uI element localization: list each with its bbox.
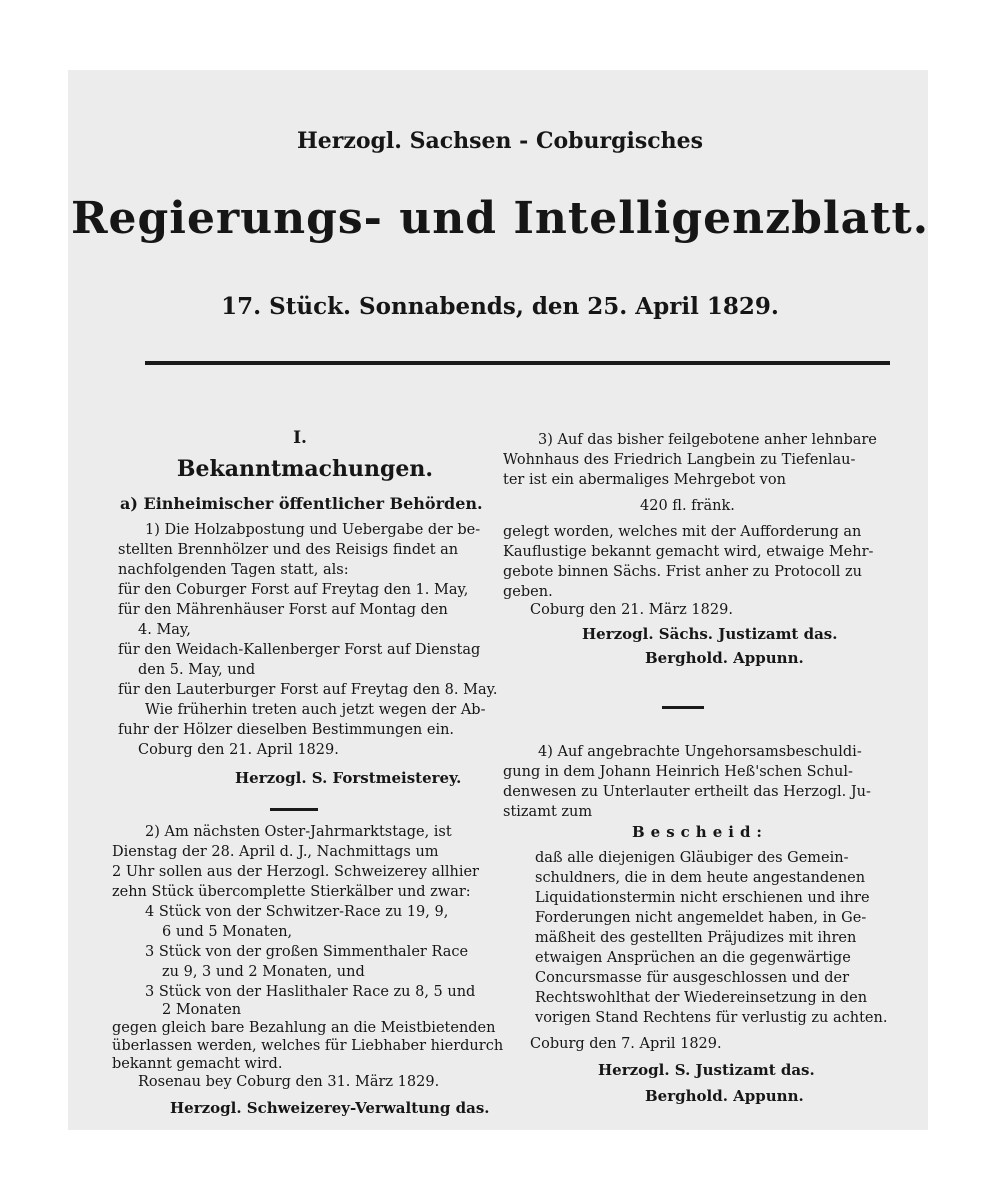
notice-4-line: Concursmasse für ausgeschlossen und der: [535, 970, 850, 986]
notice-4-line: denwesen zu Unterlauter ertheilt das Herzogl. Ju-: [503, 784, 871, 800]
notice-2-line: Dienstag der 28. April d. J., Nachmittags um: [112, 844, 439, 860]
notice-1-line: für den Lauterburger Forst auf Freytag den 8. May.: [118, 682, 498, 698]
separator-ornament: [662, 706, 704, 709]
notice-4-line: vorigen Stand Rechtens für verlustig zu achten.: [535, 1010, 888, 1026]
notice-3-line: gelegt worden, welches mit der Aufforderung an: [503, 524, 862, 540]
issue-line: 17. Stück. Sonnabends, den 25. April 1829.: [221, 293, 779, 320]
notice-1-line: 4. May,: [138, 622, 191, 638]
notice-4-line: schuldners, die in dem heute angestandenen: [535, 870, 866, 886]
notice-2-line: 2) Am nächsten Oster-Jahrmarktstage, ist: [145, 824, 452, 840]
notice-3-signature-names: Berghold. Appunn.: [645, 649, 804, 667]
notice-4-line: Forderungen nicht angemeldet haben, in Ge-: [535, 910, 867, 926]
notice-1-date: Coburg den 21. April 1829.: [138, 742, 339, 758]
notice-4-line: Rechtswohlthat der Wiedereinsetzung in den: [535, 990, 868, 1006]
notice-2-line: bekannt gemacht wird.: [112, 1056, 283, 1072]
notice-4-signature: Herzogl. S. Justizamt das.: [598, 1061, 815, 1079]
notice-1-line: stellten Brennhölzer und des Reisigs findet an: [118, 542, 459, 558]
notice-1-line: 1) Die Holzabpostung und Uebergabe der be-: [145, 522, 481, 538]
masthead-title: Regierungs- und Intelligenzblatt.: [70, 193, 930, 244]
notice-1-line: nachfolgenden Tagen statt, als:: [118, 562, 349, 578]
notice-3-line: Kauflustige bekannt gemacht wird, etwaige Mehr-: [503, 544, 874, 560]
notice-2-line: 4 Stück von der Schwitzer-Race zu 19, 9,: [145, 904, 449, 920]
notice-3-signature: Herzogl. Sächs. Justizamt das.: [582, 625, 838, 643]
notice-4-line: Liquidationstermin nicht erschienen und ihre: [535, 890, 870, 906]
notice-4-signature-names: Berghold. Appunn.: [645, 1087, 804, 1105]
notice-4-line: gung in dem Johann Heinrich Heß'schen Schul-: [503, 764, 853, 780]
notice-4-line: mäßheit des gestellten Präjudizes mit ihren: [535, 930, 857, 946]
notice-2-line: 3 Stück von der großen Simmenthaler Race: [145, 944, 469, 960]
notice-2-signature: Herzogl. Schweizerey-Verwaltung das.: [170, 1099, 490, 1117]
notice-2-line: 3 Stück von der Haslithaler Race zu 8, 5 und: [145, 984, 476, 1000]
notice-3-line: Wohnhaus des Friedrich Langbein zu Tiefenlau-: [503, 452, 856, 468]
notice-4-line: etwaigen Ansprüchen an die gegenwärtige: [535, 950, 851, 966]
notice-4-heading: Bescheid:: [632, 823, 768, 841]
notice-3-date: Coburg den 21. März 1829.: [530, 602, 733, 618]
publisher-line: Herzogl. Sachsen - Coburgisches: [296, 128, 703, 154]
subsection-title: a) Einheimischer öffentlicher Behörden.: [120, 494, 483, 513]
notice-3-amount: 420 fl. fränk.: [640, 498, 735, 514]
notice-2-line: 6 und 5 Monaten,: [162, 924, 293, 940]
notice-1-line: fuhr der Hölzer dieselben Bestimmungen ein.: [118, 722, 455, 738]
notice-1-line: den 5. May, und: [138, 662, 256, 678]
notice-1-line: für den Coburger Forst auf Freytag den 1. May,: [118, 582, 469, 598]
separator-ornament: [270, 808, 318, 811]
notice-2-line: 2 Uhr sollen aus der Herzogl. Schweizerey allhier: [112, 864, 479, 880]
notice-4-date: Coburg den 7. April 1829.: [530, 1036, 722, 1052]
notice-4-line: daß alle diejenigen Gläubiger des Gemein-: [535, 850, 849, 866]
notice-1-line: für den Mährenhäuser Forst auf Montag den: [118, 602, 448, 618]
notice-3-line: gebote binnen Sächs. Frist anher zu Protocoll zu: [503, 564, 862, 580]
notice-2-line: zehn Stück übercomplette Stierkälber und zwar:: [112, 884, 471, 900]
notice-1-signature: Herzogl. S. Forstmeisterey.: [235, 769, 462, 787]
notice-4-line: 4) Auf angebrachte Ungehorsamsbeschuldi-: [538, 744, 862, 760]
notice-1-line: für den Weidach-Kallenberger Forst auf Dienstag: [118, 642, 481, 658]
notice-2-date: Rosenau bey Coburg den 31. März 1829.: [138, 1074, 440, 1090]
notice-2-line: gegen gleich bare Bezahlung an die Meistbietenden: [112, 1020, 496, 1036]
notice-4-line: stizamt zum: [503, 804, 593, 820]
notice-3-line: ter ist ein abermaliges Mehrgebot von: [503, 472, 786, 488]
notice-1-line: Wie früherhin treten auch jetzt wegen der Ab-: [145, 702, 486, 718]
notice-3-line: geben.: [503, 584, 553, 600]
notice-2-line: zu 9, 3 und 2 Monaten, und: [162, 964, 365, 980]
notice-3-line: 3) Auf das bisher feilgebotene anher lehnbare: [538, 432, 877, 448]
header-rule: [145, 361, 890, 365]
notice-2-line: 2 Monaten: [162, 1002, 242, 1018]
notice-2-line: überlassen werden, welches für Liebhaber hierdurch: [112, 1038, 504, 1054]
section-title: Bekanntmachungen.: [176, 456, 434, 482]
section-number: I.: [293, 428, 307, 448]
